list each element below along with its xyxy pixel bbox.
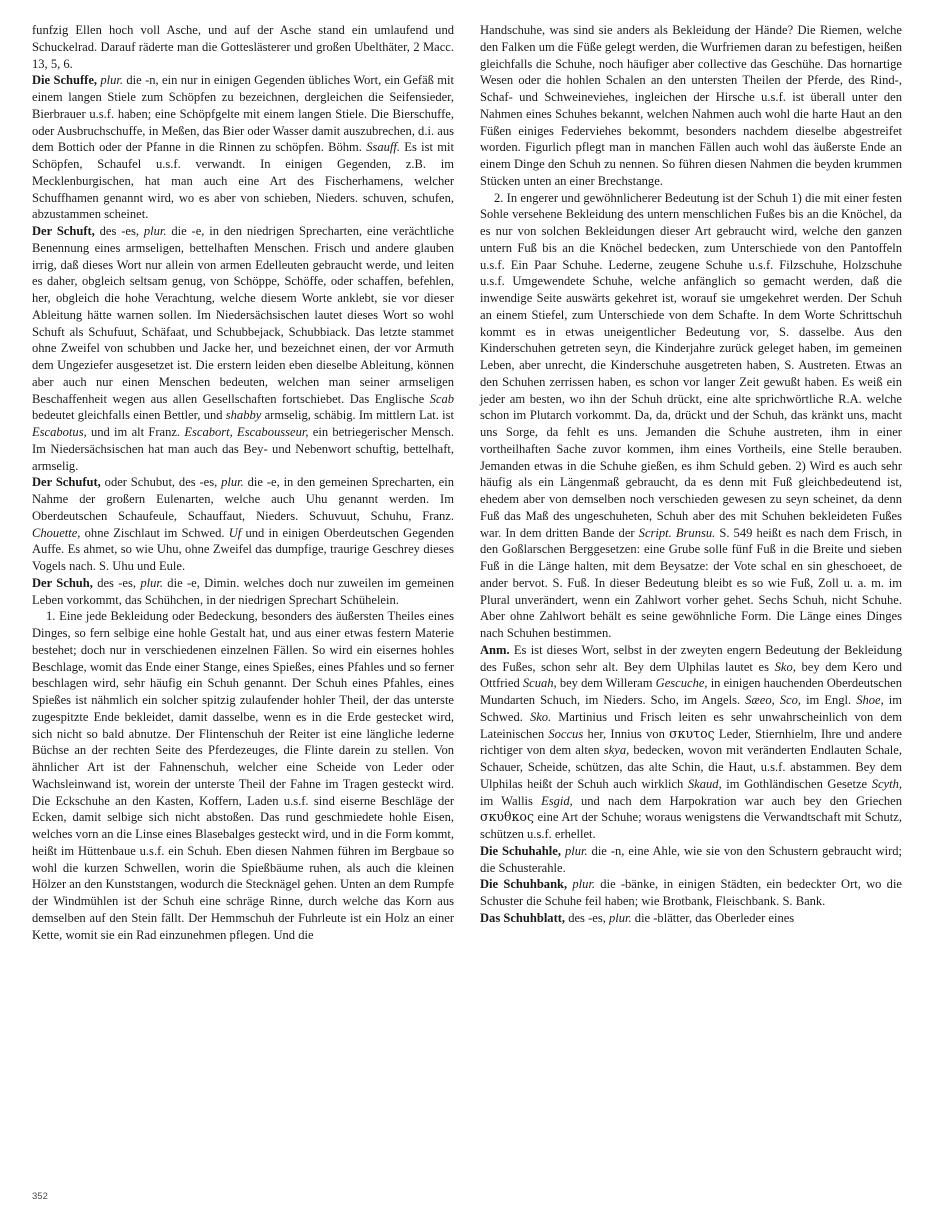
paragraph: Die Schuhbank, plur. die -bänke, in einigen Städten, ein bedeckter Ort, wo die Schuster die Schuhe feil haben; wie Brotbank, Fleischbank. S. Bank. <box>480 877 903 908</box>
paragraph: Das Schuhblatt, des -es, plur. die -blätter, das Oberleder eines <box>480 910 795 925</box>
paragraph: Der Schuft, des -es, plur. die -e, in den niedrigen Sprecharten, eine verächtliche Benennung eines armseligen, bettelhaften Menschen. Frisch und andere glauben irrig, daß dieses Wort nur allein von armen Edelleuten gebraucht werde, und leiten es daher, obgleich seltsam genug, von Schöppe, Schöffe, oder schaffen, befehlen, her, obgleich die hohe Verachtung, welche diesem Worte anklebt, sie vor dieser Ableitung hätte warnen sollen. Im Niedersächsischen lautet dieses Wort so wohl Schuft als Schufuut, Schäfaat, und Schubbejack, Schubbiack. Das letzte stammet ohne Zweifel von schubben und Jacke her, und bezeichnet einen, der vor Armuth dem Ungeziefer ausgesetzet ist. Die erstern leiden eben dieselbe Ableitung, können aber auch nur einen Menschen bedeuten, welchen man seiner armseligen Beschaffenheit wegen aus allen Gesellschaften fortschiebet. Das Englische Scab bedeutet gleichfalls einen Bettler, und shabby armselig, schäbig. Im mittlern Lat. ist Escabotus, und im alt Franz. Escabort, Escabousseur, ein betriegerischer Mensch. Im Niedersächsischen hat man auch das Bey- und Nebenwort schuftig, bettelhaft, armselig. <box>32 224 455 473</box>
left-text-column <box>32 22 454 1172</box>
paragraph: Anm. Es ist dieses Wort, selbst in der zweyten engern Bedeutung der Bekleidung des Fußes, schon sehr alt. Bey dem Ulphilas lautet es Sko, bey dem Kero und Ottfried Scuah, bey dem Willeram Gescuche, in einigen hauchenden Oberdeutschen Mundarten Schuch, im Nieders. Scho, im Angels. Sæeo, Sco, im Engl. Shoe, im Schwed. Sko. Martinius und Frisch leiten es sehr unwahrscheinlich von dem Lateinischen Soccus her, Innius von σκυτος Leder, Stiernhielm, Ihre und andere richtiger von dem alten skya, bedecken, wovon mit veränderten Endlauten Schale, Schauer, Scheide, schützen, das alte Schin, die Haut, u.s.f. abstammen. Bey dem Ulphilas heißt der Schuh auch wirklich Skaud, im Gothländischen Gesetze Scyth, im Wallis Esgid, und nach dem Harpokration war auch bey den Griechen σκυθκος eine Art der Schuhe; woraus wenigstens die Verwandtschaft mit Schutz, schützen u.s.f. erhellet. <box>480 642 903 841</box>
right-text-column <box>480 22 902 1172</box>
paragraph: funfzig Ellen hoch voll Asche, und auf der Asche stand ein umlaufend und Schuckelrad. Darauf räderte man die Gotteslästerer und großen Ubelthäter, 2 Macc. 13, 5, 6. <box>32 23 454 71</box>
paragraph: 2. In engerer und gewöhnlicherer Bedeutung ist der Schuh 1) die mit einer festen Sohle versehene Bekleidung des untern menschlichen Fußes bis an die Knöchel, da es nur von solchen Bekleidungen dieser Art gebraucht wird, welche den ganzen untern Fuß bis an die Knöchel bedecken, zum Unterschiede von den Pantoffeln u.s.f. Ein Paar Schuhe. Lederne, zeugene Schuhe u.s.f. Filzschuhe, Holzschuhe u.s.f. Umgewendete Schuhe, welche anfänglich so gemacht werden, daß die inwendige Seite auswärts gekehret ist, worauf sie umgekehret werden. Der Schuh an einem Stiefel, zum Unterschiede von dem Schafte. In dem Worte Schrittschuh kommt es in etwas uneigentlicher Bedeutung vor, S. dasselbe. Aus den Kinderschuhen getreten seyn, die Kinderjahre zurück geleget haben, im gemeinen Leben, aber unrecht, die Kinderschuhe ausgetreten haben, S. Austreten. Etwas an den Schuhen zerrissen haben, es schon vor langer Zeit gewußt haben. Es weiß ein jeder am besten, wo ihn der Schuh drückt, eine alte sprichwörtliche R.A. welche schon im Plutarch vorkommt. Da, da, drückt und der Schuh, das kränkt uns, macht uns Sorge, da fehlt es uns. Jemanden die Schuhe austreten, ihm in einer vortheilhaften Sache zuvor kommen, ihm eines Vortheils, eine Stelle berauben. Jemanden etwas in die Schuhe gießen, es ihm Schuld geben. 2) Wird es auch sehr häufig als ein Längenmaß gebraucht, da es denn mit Fuß gleichbedeutend ist, ehedem aber von demselben noch verschieden gewesen zu seyn scheinet, da denn Fuß das Maß des ungeschuheten, Schuh aber des mit Schuhen bekleideten Fußes war. In dem dritten Bande der Script. Brunsu. S. 549 heißt es nach dem Frisch, in den Goßlarschen Berggesetzen: eine Grube solle fünf Fuß in die Breite und sieben Fuß in die Länge halten, mit dem Beysatze: der Vote schal en sin gheschoeet, de ander bervot. S. Fuß. In dieser Bedeutung bleibt es so wie Fuß, Zoll u. a. m. im Plural unverändert, wenn ein Zahlwort vorher gehet. Sechs Schuh, nicht Schuhe. Aber ohne Zahlwort behält es seine gewöhnliche Form. Die Länge eines Dinges nach Schuhen bestimmen. <box>480 190 903 640</box>
page-number: 352 <box>32 1191 48 1202</box>
paragraph: Die Schuhahle, plur. die -n, eine Ahle, wie sie von den Schustern gebraucht wird; die Schusterahle. <box>480 843 903 875</box>
paragraph: Die Schuffe, plur. die -n, ein nur in einigen Gegenden übliches Wort, ein Gefäß mit einem langen Stiele zum Schöpfen zu bezeichnen, dergleichen die Seifensieder, Bierbrauer u.s.f. haben; eine Schöpfgelte mit einem langen Stiele. Die Bierschuffe, oder Ausbruchschuffe, in Meßen, das Bier oder Wasser damit auszubrechen, d.i. aus dem Bottich oder der Pfanne in die Rinnen zu schöpfen. Böhm. Ssauff. Es ist mit Schöpfen, Schaufel u.s.f. verwandt. In einigen Gegenden, z.B. im Mecklenburgischen, hat man auch eine Art des Fischerhamens, welcher Schuffhamen genannt wird, wo es aber von schieben, Nieders. schuven, schufen, abzustammen scheinet. <box>32 73 454 222</box>
paragraph: Der Schufut, oder Schubut, des -es, plur. die -e, in den gemeinen Sprecharten, ein Nahme der großern Eulenarten, welche auch Uhu genannt werden. Im Oberdeutschen Schaufeule, Schauffaut, Nieders. Schuvuut, Schuhu, Franz. Chouette, ohne Zischlaut im Schwed. Uf und in einigen Oberdeutschen Gegenden Auffe. Es ahmet, so wie Uhu, ohne Zweifel das dumpfige, traurige Geschrey dieses Vogels nach. S. Uhu und Eule. <box>32 475 455 573</box>
paragraph: Handschuhe, was sind sie anders als Bekleidung der Hände? Die Riemen, welche den Falken um die Füße gelegt werden, die Wurfriemen daran zu befestigen, heißen gleichfalls die Schuhe, noch häufiger aber collective das Geschühe. Das hornartige Wesen oder die hohlen Schalen an den untersten Theilen der Pferde, des Rind-, Schaf- und Schweineviehes, ingleichen der Hirsche u.s.f. ist überall unter den Nahmen eines Schuhes bekannt, welchen Nahmen auch wohl die harte Haut an den Füßen einiges Federviehes bekommt, besonders nachdem dieselbe abgestreifet worden. Figurlich pflegt man in manchen Fällen auch wohl das äußerste Ende an einem Dinge den Schuh zu nennen. So führen diesen Nahmen die beyden krummen Stücken unten an einer Brechstange. <box>480 23 902 188</box>
paragraph: Der Schuh, des -es, plur. die -e, Dimin. welches doch nur zuweilen im gemeinen Leben vorkommt, das Schühchen, in der niedrigen Sprechart Schühelein. <box>32 575 454 607</box>
two-column-body <box>32 22 905 1172</box>
paragraph: 1. Eine jede Bekleidung oder Bedeckung, besonders des äußersten Theiles eines Dinges, so fern selbige eine hohle Gestalt hat, und aus einer etwas festern Materie bestehet; doch nur in verschiedenen einzelnen Fällen. So wird ein eisernes hohles Beschlage, womit das Ende einer Stange, eines Spießes, eines Pfahles und so ferner beschlagen wird, sehr häufig ein Schuh genannt. Der Schuh eines Pfahles, eines Spießes ist nähmlich ein solcher spitzig zulaufender hohler Theil, der das unterste zugespitzte Ende bekleidet, damit dasselbe, wenn es in die Erde gestecket wird, sich nicht so bald abnutze. Der Flintenschuh der Reiter ist eine längliche lederne Büchse an der rechten Seite des Pferdezeuges, die Flinte darein zu stellen. Von ähnlicher Art ist der Fahnenschuh, welcher eine Scheide von Leder oder Wachsleinwand ist, worein der unterste Theil der Fahne im Tragen gesteckt wird. Die Eckschuhe an den Kasten, Koffern, Laden u.s.f. sind eiserne Beschläge der Ecken, damit selbige sich nicht abstoßen. Das rund geschmiedete hohle Eisen, welches vorn an die Linse eines Blasebalges gesteckt wird, und in die Form kommt, heißt im Hüttenbaue u.s.f. ein Schuh. Eben diesen Nahmen führen im Bergbaue so wohl die kurzen Schwellen, worin die Spießbäume ruhen, als auch die kleinen Hölzer an den Kunststangen, wodurch die Stecknägel gehen. Unten an dem Rumpfe der Windmühlen ist der Schuh eine schräge Rinne, durch welche das Korn aus demselben auf den Stein fällt. Der Hemmschuh der Fuhrleute ist ein Holz an einer Kette, womit sie ein Rad einzunehmen pflegen. Und die <box>32 609 454 942</box>
